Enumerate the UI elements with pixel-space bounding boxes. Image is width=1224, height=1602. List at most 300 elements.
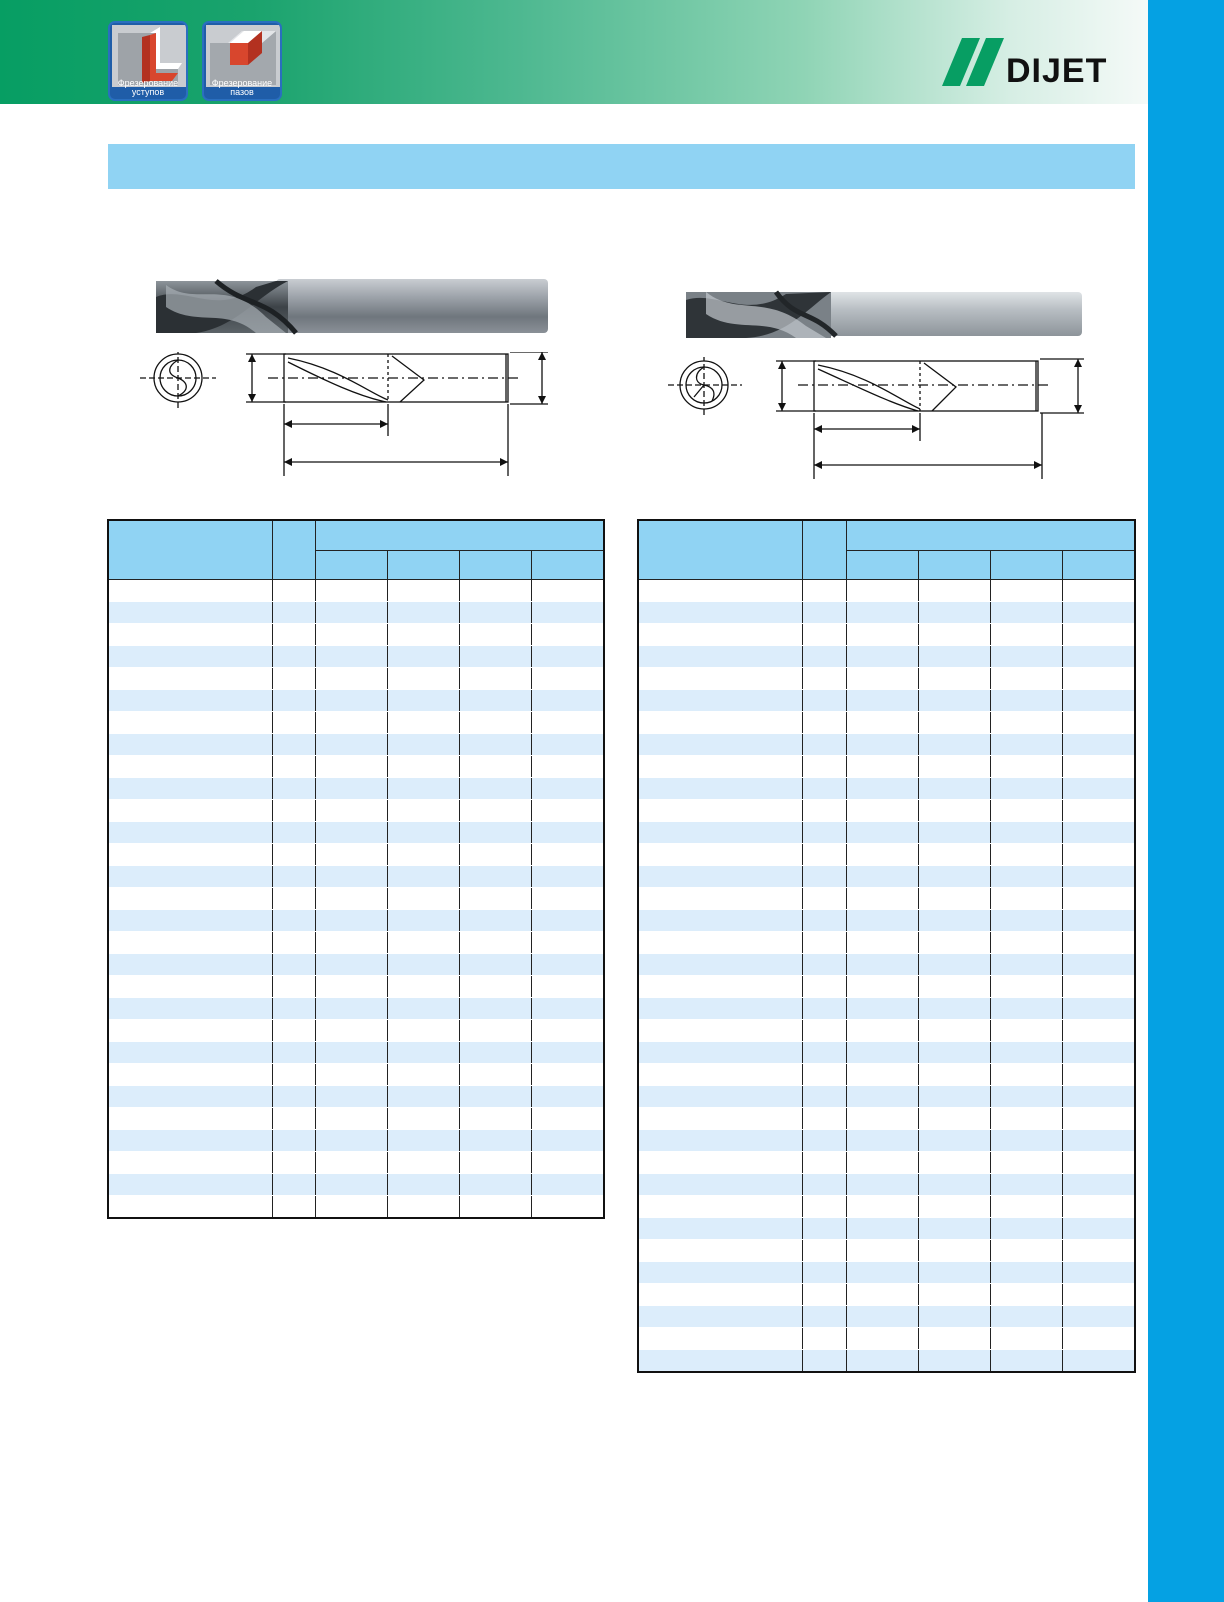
header-cell-sub — [315, 550, 387, 579]
table-cell — [531, 1041, 604, 1063]
table-cell — [846, 909, 918, 931]
table-cell — [108, 755, 272, 777]
table-row — [108, 975, 604, 997]
table-cell — [638, 843, 802, 865]
brand-name: DIJET — [1006, 52, 1108, 90]
table-cell — [531, 1019, 604, 1041]
table-cell — [459, 777, 531, 799]
table-cell — [802, 821, 846, 843]
table-cell — [846, 1041, 918, 1063]
table-cell — [846, 1217, 918, 1239]
table-cell — [638, 821, 802, 843]
table-cell — [272, 865, 315, 887]
table-cell — [531, 667, 604, 689]
table-cell — [1062, 843, 1135, 865]
table-cell — [990, 975, 1062, 997]
table-cell — [846, 1107, 918, 1129]
table-cell — [1062, 821, 1135, 843]
table-cell — [802, 623, 846, 645]
table-cell — [531, 975, 604, 997]
table-cell — [846, 623, 918, 645]
table-cell — [531, 579, 604, 601]
table-cell — [990, 821, 1062, 843]
table-row — [108, 1151, 604, 1173]
table-cell — [387, 1151, 459, 1173]
table-cell — [315, 953, 387, 975]
table-cell — [846, 1129, 918, 1151]
table-cell — [387, 1129, 459, 1151]
table-row — [108, 1063, 604, 1085]
table-cell — [990, 1349, 1062, 1372]
table-cell — [108, 689, 272, 711]
table-cell — [990, 909, 1062, 931]
table-cell — [638, 953, 802, 975]
table-cell — [459, 1151, 531, 1173]
table-cell — [638, 1063, 802, 1085]
table-cell — [802, 1085, 846, 1107]
table-cell — [638, 1085, 802, 1107]
table-cell — [638, 1151, 802, 1173]
table-cell — [1062, 1283, 1135, 1305]
table-cell — [108, 931, 272, 953]
table-cell — [638, 1283, 802, 1305]
table-cell — [272, 623, 315, 645]
table-cell — [387, 931, 459, 953]
table-cell — [990, 1305, 1062, 1327]
table-cell — [108, 821, 272, 843]
table-row — [638, 777, 1135, 799]
table-cell — [387, 623, 459, 645]
table-cell — [846, 1195, 918, 1217]
table-cell — [108, 1151, 272, 1173]
table-cell — [638, 689, 802, 711]
table-row — [638, 1063, 1135, 1085]
table-cell — [638, 777, 802, 799]
table-cell — [531, 1129, 604, 1151]
table-row — [108, 1195, 604, 1218]
table-cell — [846, 975, 918, 997]
table-cell — [459, 645, 531, 667]
table-cell — [108, 799, 272, 821]
table-cell — [531, 953, 604, 975]
shoulder-milling-icon — [108, 21, 188, 101]
end-mill-photo-right — [686, 290, 1084, 340]
table-cell — [387, 1041, 459, 1063]
table-cell — [272, 667, 315, 689]
table-row — [638, 975, 1135, 997]
table-cell — [459, 733, 531, 755]
table-row — [638, 1151, 1135, 1173]
table-cell — [459, 953, 531, 975]
table-row — [638, 711, 1135, 733]
table-row — [638, 1129, 1135, 1151]
table-row — [108, 755, 604, 777]
table-cell — [846, 997, 918, 1019]
table-row — [108, 909, 604, 931]
table-cell — [108, 1085, 272, 1107]
table-cell — [108, 1107, 272, 1129]
header-cell-sub — [1062, 550, 1135, 579]
table-row — [638, 667, 1135, 689]
table-cell — [918, 689, 990, 711]
table-cell — [638, 1305, 802, 1327]
table-cell — [1062, 1129, 1135, 1151]
table-cell — [272, 1063, 315, 1085]
table-cell — [387, 843, 459, 865]
table-cell — [802, 1239, 846, 1261]
table-cell — [1062, 711, 1135, 733]
header-banner — [0, 0, 1148, 104]
table-row — [108, 1019, 604, 1041]
table-row — [108, 1107, 604, 1129]
table-cell — [315, 887, 387, 909]
table-cell — [1062, 887, 1135, 909]
table-cell — [990, 1239, 1062, 1261]
table-cell — [990, 689, 1062, 711]
table-row — [638, 1239, 1135, 1261]
table-cell — [459, 689, 531, 711]
table-cell — [459, 843, 531, 865]
table-row — [108, 579, 604, 601]
table-row — [108, 645, 604, 667]
table-cell — [1062, 1327, 1135, 1349]
table-cell — [918, 997, 990, 1019]
table-cell — [918, 821, 990, 843]
table-cell — [638, 1217, 802, 1239]
table-cell — [802, 1107, 846, 1129]
header-cell-stock — [802, 520, 846, 579]
table-cell — [315, 623, 387, 645]
table-cell — [1062, 689, 1135, 711]
table-cell — [1062, 799, 1135, 821]
table-cell — [315, 711, 387, 733]
table-cell — [846, 667, 918, 689]
table-cell — [1062, 1041, 1135, 1063]
table-cell — [638, 865, 802, 887]
table-row — [638, 1305, 1135, 1327]
table-cell — [272, 711, 315, 733]
table-cell — [459, 1195, 531, 1218]
table-cell — [272, 953, 315, 975]
table-cell — [802, 1283, 846, 1305]
table-cell — [846, 1239, 918, 1261]
table-cell — [108, 909, 272, 931]
table-cell — [272, 931, 315, 953]
table-cell — [918, 601, 990, 623]
table-cell — [1062, 1195, 1135, 1217]
table-cell — [1062, 1173, 1135, 1195]
table-row — [108, 799, 604, 821]
table-cell — [802, 997, 846, 1019]
header-cell-sub — [459, 550, 531, 579]
table-cell — [802, 1151, 846, 1173]
side-accent-bar — [1148, 0, 1224, 1602]
table-cell — [846, 1173, 918, 1195]
table-cell — [315, 997, 387, 1019]
table-cell — [802, 755, 846, 777]
table-cell — [802, 1195, 846, 1217]
table-cell — [990, 579, 1062, 601]
table-cell — [315, 865, 387, 887]
table-cell — [846, 755, 918, 777]
table-row — [108, 821, 604, 843]
end-mill-photo-left — [156, 277, 554, 337]
table-cell — [272, 1151, 315, 1173]
table-row — [108, 667, 604, 689]
table-cell — [108, 645, 272, 667]
table-cell — [918, 1305, 990, 1327]
table-row — [638, 799, 1135, 821]
table-cell — [990, 1195, 1062, 1217]
table-cell — [108, 1129, 272, 1151]
table-cell — [802, 865, 846, 887]
table-cell — [918, 975, 990, 997]
table-cell — [531, 777, 604, 799]
table-cell — [918, 777, 990, 799]
table-cell — [315, 1085, 387, 1107]
table-cell — [990, 777, 1062, 799]
table-cell — [1062, 997, 1135, 1019]
table-cell — [846, 843, 918, 865]
table-cell — [990, 1327, 1062, 1349]
header-cell-sub — [990, 550, 1062, 579]
table-cell — [846, 799, 918, 821]
table-body-left — [108, 579, 604, 1218]
table-cell — [315, 909, 387, 931]
table-cell — [918, 1063, 990, 1085]
table-cell — [272, 1129, 315, 1151]
table-cell — [531, 931, 604, 953]
table-cell — [990, 1217, 1062, 1239]
table-cell — [638, 755, 802, 777]
table-cell — [315, 975, 387, 997]
table-cell — [638, 1107, 802, 1129]
table-cell — [459, 1173, 531, 1195]
table-cell — [990, 667, 1062, 689]
table-cell — [387, 997, 459, 1019]
table-cell — [459, 1129, 531, 1151]
table-row — [638, 1107, 1135, 1129]
table-cell — [108, 1041, 272, 1063]
table-cell — [638, 623, 802, 645]
table-cell — [846, 821, 918, 843]
table-cell — [802, 799, 846, 821]
tool-drawing-left — [138, 352, 563, 480]
table-row — [638, 1041, 1135, 1063]
table-row — [638, 1019, 1135, 1041]
table-cell — [638, 733, 802, 755]
spec-table-left — [107, 519, 605, 1219]
table-cell — [108, 975, 272, 997]
table-cell — [846, 931, 918, 953]
table-cell — [990, 755, 1062, 777]
table-cell — [315, 579, 387, 601]
table-cell — [802, 777, 846, 799]
table-cell — [1062, 1019, 1135, 1041]
table-cell — [846, 733, 918, 755]
table-cell — [802, 1019, 846, 1041]
table-cell — [531, 623, 604, 645]
table-cell — [387, 865, 459, 887]
table-cell — [802, 689, 846, 711]
table-cell — [1062, 1107, 1135, 1129]
table-cell — [315, 1107, 387, 1129]
table-row — [108, 931, 604, 953]
table-cell — [459, 865, 531, 887]
table-cell — [990, 997, 1062, 1019]
table-row — [638, 1327, 1135, 1349]
table-cell — [918, 1283, 990, 1305]
table-row — [108, 733, 604, 755]
table-cell — [846, 689, 918, 711]
table-cell — [459, 623, 531, 645]
table-cell — [846, 1085, 918, 1107]
table-cell — [846, 645, 918, 667]
table-cell — [108, 1019, 272, 1041]
table-cell — [918, 1349, 990, 1372]
slot-milling-label: Фрезерование пазов — [211, 78, 273, 97]
table-cell — [990, 843, 1062, 865]
table-cell — [1062, 579, 1135, 601]
table-cell — [387, 799, 459, 821]
table-cell — [990, 645, 1062, 667]
table-cell — [638, 1173, 802, 1195]
table-cell — [802, 579, 846, 601]
table-cell — [918, 1129, 990, 1151]
table-cell — [531, 755, 604, 777]
table-cell — [459, 1041, 531, 1063]
table-cell — [315, 733, 387, 755]
header-cell-sub — [531, 550, 604, 579]
table-row — [108, 711, 604, 733]
table-cell — [846, 1063, 918, 1085]
table-cell — [990, 1173, 1062, 1195]
table-cell — [272, 755, 315, 777]
table-cell — [1062, 953, 1135, 975]
table-cell — [272, 1107, 315, 1129]
table-row — [638, 1217, 1135, 1239]
table-cell — [531, 799, 604, 821]
table-cell — [918, 711, 990, 733]
table-cell — [1062, 1217, 1135, 1239]
table-row — [638, 1173, 1135, 1195]
table-cell — [108, 865, 272, 887]
table-cell — [638, 1129, 802, 1151]
table-cell — [802, 667, 846, 689]
table-cell — [1062, 1239, 1135, 1261]
table-cell — [846, 579, 918, 601]
table-cell — [272, 777, 315, 799]
table-cell — [108, 1173, 272, 1195]
table-cell — [638, 1195, 802, 1217]
table-cell — [918, 755, 990, 777]
table-cell — [315, 755, 387, 777]
table-cell — [1062, 1349, 1135, 1372]
table-cell — [802, 601, 846, 623]
table-cell — [387, 1195, 459, 1218]
table-cell — [531, 733, 604, 755]
table-cell — [272, 1019, 315, 1041]
table-cell — [315, 667, 387, 689]
title-band — [108, 144, 1135, 189]
table-cell — [459, 799, 531, 821]
table-cell — [802, 1173, 846, 1195]
table-cell — [846, 601, 918, 623]
table-cell — [846, 1349, 918, 1372]
table-cell — [272, 1041, 315, 1063]
table-cell — [387, 1019, 459, 1041]
table-cell — [638, 931, 802, 953]
table-cell — [802, 645, 846, 667]
table-cell — [315, 821, 387, 843]
table-cell — [846, 887, 918, 909]
table-cell — [108, 601, 272, 623]
table-cell — [1062, 931, 1135, 953]
table-cell — [387, 733, 459, 755]
table-cell — [638, 1239, 802, 1261]
table-cell — [459, 997, 531, 1019]
table-row — [638, 579, 1135, 601]
table-cell — [459, 601, 531, 623]
table-cell — [990, 1019, 1062, 1041]
table-cell — [315, 689, 387, 711]
table-cell — [802, 733, 846, 755]
table-cell — [272, 579, 315, 601]
table-cell — [846, 865, 918, 887]
table-cell — [990, 931, 1062, 953]
table-cell — [802, 931, 846, 953]
table-cell — [387, 909, 459, 931]
table-row — [638, 865, 1135, 887]
table-cell — [802, 1327, 846, 1349]
table-cell — [531, 865, 604, 887]
table-row — [108, 1085, 604, 1107]
table-cell — [1062, 601, 1135, 623]
table-cell — [638, 579, 802, 601]
table-cell — [846, 1327, 918, 1349]
table-cell — [990, 1283, 1062, 1305]
table-cell — [108, 667, 272, 689]
table-cell — [918, 1041, 990, 1063]
table-cell — [531, 997, 604, 1019]
table-cell — [918, 1261, 990, 1283]
table-cell — [918, 623, 990, 645]
table-cell — [459, 711, 531, 733]
table-cell — [108, 887, 272, 909]
table-cell — [387, 1085, 459, 1107]
table-cell — [387, 887, 459, 909]
table-cell — [990, 887, 1062, 909]
table-cell — [638, 711, 802, 733]
table-cell — [531, 1195, 604, 1218]
table-cell — [638, 1261, 802, 1283]
table-cell — [315, 777, 387, 799]
table-row — [638, 821, 1135, 843]
table-cell — [802, 1063, 846, 1085]
table-cell — [918, 645, 990, 667]
table-cell — [990, 865, 1062, 887]
table-cell — [1062, 909, 1135, 931]
table-cell — [638, 601, 802, 623]
table-cell — [272, 975, 315, 997]
table-row — [638, 645, 1135, 667]
table-cell — [108, 733, 272, 755]
table-cell — [531, 909, 604, 931]
table-cell — [802, 1217, 846, 1239]
table-cell — [990, 623, 1062, 645]
table-cell — [108, 953, 272, 975]
table-cell — [990, 1041, 1062, 1063]
